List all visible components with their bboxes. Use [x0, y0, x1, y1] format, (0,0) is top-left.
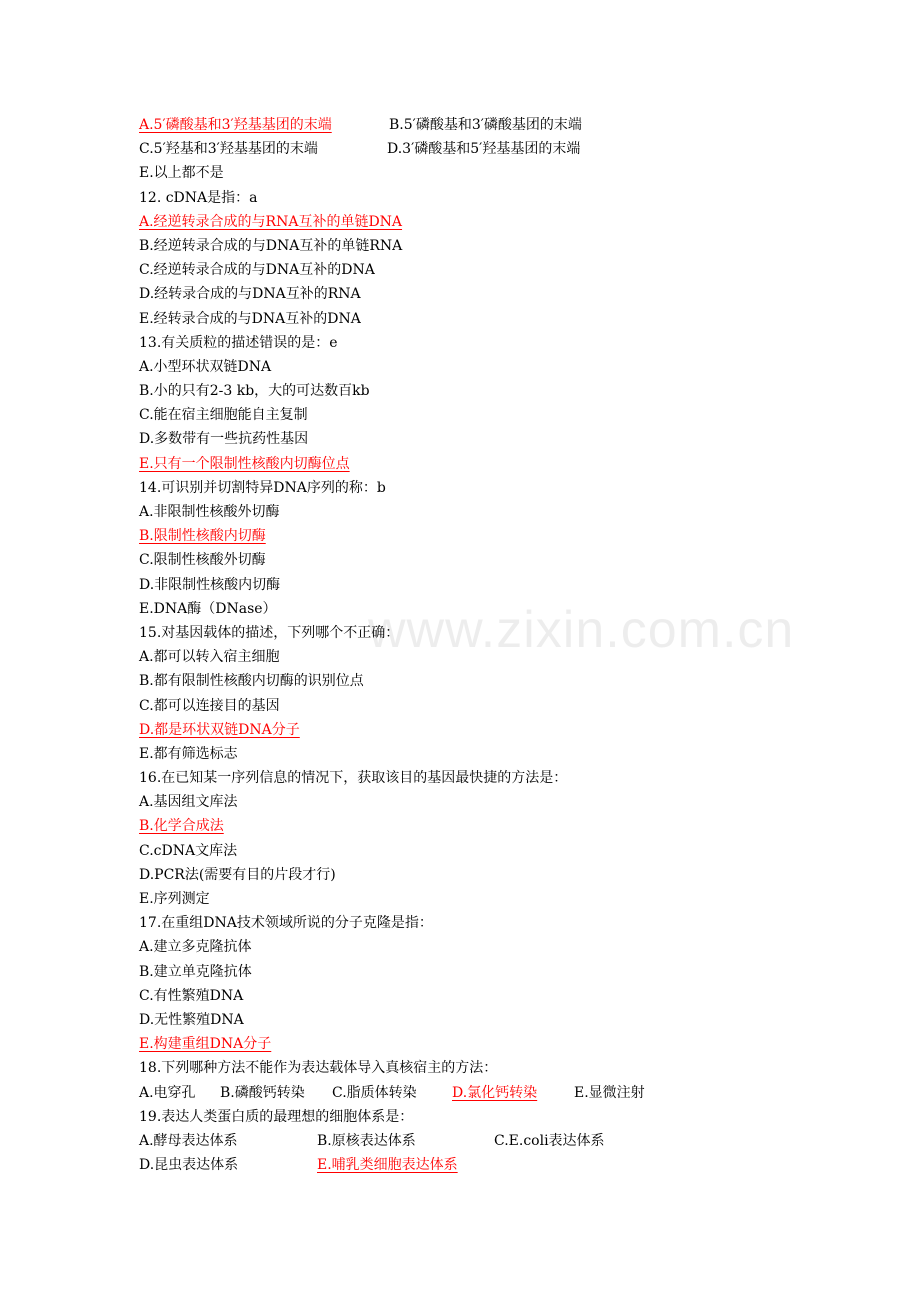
q19-option-b: B.原核表达体系	[317, 1132, 416, 1149]
q17-answer: E.构建重组DNA分子	[139, 1036, 272, 1053]
q19-option-a: A.酵母表达体系	[139, 1132, 238, 1149]
q15-stem: 15.对基因载体的描述，下列哪个不正确：	[139, 624, 400, 641]
q12-option-b: B.经逆转录合成的与DNA互补的单链RNA	[139, 237, 403, 254]
q18-option-d-answer: D.氯化钙转染	[452, 1084, 538, 1101]
watermark: www.zixin.com.cn	[368, 601, 795, 659]
q15-option-e: E.都有筛选标志	[139, 745, 238, 762]
q12-stem: 12. cDNA是指：a	[139, 189, 258, 206]
q12-option-e: E.经转录合成的与DNA互补的DNA	[139, 310, 361, 327]
q17-option-a: A.建立多克隆抗体	[139, 939, 252, 956]
q13-stem: 13.有关质粒的描述错误的是：e	[139, 334, 338, 351]
q18-option-b: B.磷酸钙转染	[220, 1084, 305, 1101]
document-body	[139, 113, 859, 1177]
q17-option-d: D.无性繁殖DNA	[139, 1011, 244, 1028]
q15-option-d	[139, 718, 859, 742]
q18-stem: 18.下列哪种方法不能作为表达载体导入真核宿主的方法：	[139, 1060, 498, 1077]
q14-stem: 14.可识别并切割特异DNA序列的称：b	[139, 479, 386, 496]
q19-option-c: C.E.coli表达体系	[494, 1132, 605, 1149]
q11-row-cd	[139, 137, 859, 161]
q13-option-c: C.能在宿主细胞能自主复制	[139, 407, 308, 424]
q18-option-e: E.显微注射	[574, 1084, 645, 1101]
q13-option-b: B.小的只有2-3 kb，大的可达数百kb	[139, 383, 370, 400]
q18-option-a: A.电穿孔	[139, 1084, 196, 1101]
q11-option-a-answer: A.5′磷酸基和3′羟基基团的末端	[139, 117, 332, 133]
q15-option-c: C.都可以连接目的基因	[139, 697, 280, 714]
q19-options-row-1	[139, 1129, 859, 1153]
q15-option-b: B.都有限制性核酸内切酶的识别位点	[139, 673, 364, 690]
q11-option-c: C.5′羟基和3′羟基基团的末端	[139, 141, 318, 158]
q16-option-c: C.cDNA文库法	[139, 842, 238, 859]
q15-option-a: A.都可以转入宿主细胞	[139, 649, 280, 666]
q11-option-e: E.以上都不是	[139, 165, 224, 182]
q17-option-c: C.有性繁殖DNA	[139, 987, 244, 1004]
q11-option-d: D.3′磷酸基和5′羟基基团的末端	[387, 141, 581, 158]
q19-option-d: D.昆虫表达体系	[139, 1157, 239, 1174]
q19-option-e-answer: E.哺乳类细胞表达体系	[317, 1157, 458, 1174]
q16-option-e: E.序列测定	[139, 891, 210, 907]
q16-stem: 16.在已知某一序列信息的情况下，获取该目的基因最快捷的方法是：	[139, 770, 568, 787]
q14-option-d: D.非限制性核酸内切酶	[139, 576, 281, 593]
q19-stem: 19.表达人类蛋白质的最理想的细胞体系是：	[139, 1108, 414, 1125]
q14-answer: B.限制性核酸内切酶	[139, 528, 266, 545]
q16-option-a: A.基因组文库法	[139, 794, 238, 811]
q11-row-ab	[139, 113, 859, 137]
q13-option-d: D.多数带有一些抗药性基因	[139, 431, 309, 448]
q11-option-b: B.5′磷酸基和3′磷酸基团的末端	[389, 117, 582, 133]
q13-option-e	[139, 452, 859, 476]
q16-option-d: D.PCR法(需要有目的片段才行)	[139, 866, 336, 883]
q14-option-e: E.DNA酶（DNase）	[139, 600, 277, 617]
q14-option-c: C.限制性核酸外切酶	[139, 552, 266, 569]
q16-option-b	[139, 814, 859, 838]
q17-option-b: B.建立单克隆抗体	[139, 963, 252, 980]
q13-answer: E.只有一个限制性核酸内切酶位点	[139, 455, 350, 472]
q12-option-d: D.经转录合成的与DNA互补的RNA	[139, 286, 361, 303]
q18-option-c: C.脂质体转染	[332, 1084, 417, 1101]
q14-option-b	[139, 524, 859, 548]
q19-options-row-2	[139, 1153, 859, 1177]
q12-answer: A.经逆转录合成的与RNA互补的单链DNA	[139, 213, 403, 230]
q12-option-c: C.经逆转录合成的与DNA互补的DNA	[139, 262, 375, 279]
q18-options-row	[139, 1081, 859, 1105]
q13-option-a: A.小型环状双链DNA	[139, 358, 272, 375]
q17-stem: 17.在重组DNA技术领域所说的分子克隆是指：	[139, 915, 433, 932]
q12-option-a	[139, 210, 859, 234]
q15-answer: D.都是环状双链DNA分子	[139, 721, 300, 738]
q16-answer: B.化学合成法	[139, 818, 224, 835]
q17-option-e	[139, 1032, 859, 1056]
q14-option-a: A.非限制性核酸外切酶	[139, 504, 280, 520]
